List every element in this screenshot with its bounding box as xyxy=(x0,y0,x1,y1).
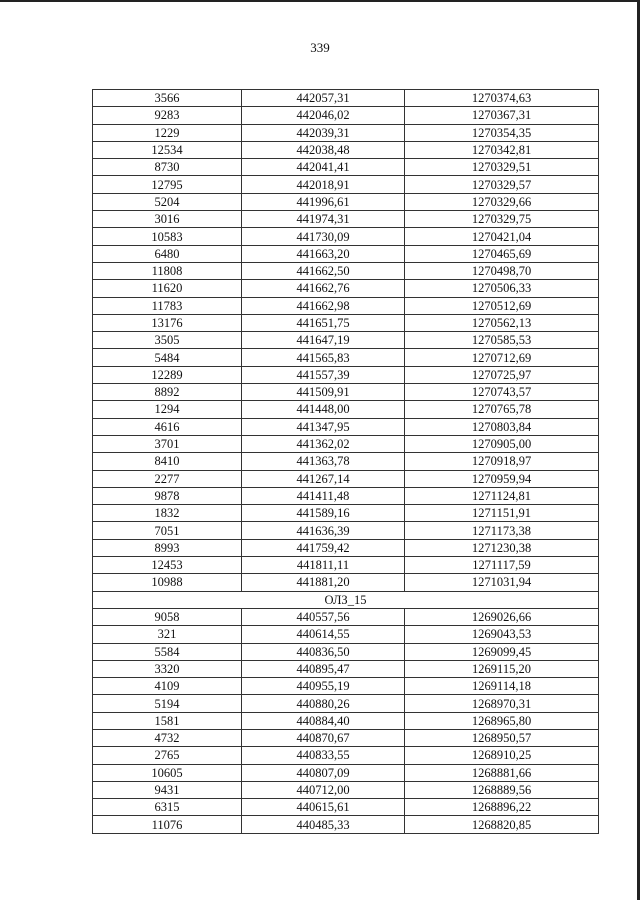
table-row xyxy=(93,574,599,591)
x-coordinate-cell: 441411,48 xyxy=(242,487,405,504)
point-number-cell: 4732 xyxy=(93,729,242,746)
table-row xyxy=(93,522,599,539)
table-row xyxy=(93,245,599,262)
y-coordinate-cell: 1271031,94 xyxy=(405,574,599,591)
x-coordinate-cell: 442041,41 xyxy=(242,159,405,176)
table-row xyxy=(93,712,599,729)
x-coordinate-cell: 441996,61 xyxy=(242,193,405,210)
table-row xyxy=(93,764,599,781)
y-coordinate-cell: 1269114,18 xyxy=(405,678,599,695)
x-coordinate-cell: 442057,31 xyxy=(242,90,405,107)
point-number-cell: 5484 xyxy=(93,349,242,366)
x-coordinate-cell: 441662,76 xyxy=(242,280,405,297)
x-coordinate-cell: 440485,33 xyxy=(242,816,405,833)
y-coordinate-cell: 1270329,51 xyxy=(405,159,599,176)
x-coordinate-cell: 441448,00 xyxy=(242,401,405,418)
table-row xyxy=(93,107,599,124)
point-number-cell: 11783 xyxy=(93,297,242,314)
point-number-cell: 4109 xyxy=(93,678,242,695)
x-coordinate-cell: 442046,02 xyxy=(242,107,405,124)
x-coordinate-cell: 441759,42 xyxy=(242,539,405,556)
x-coordinate-cell: 441663,20 xyxy=(242,245,405,262)
table-row xyxy=(93,332,599,349)
table-row xyxy=(93,695,599,712)
y-coordinate-cell: 1268910,25 xyxy=(405,747,599,764)
x-coordinate-cell: 440955,19 xyxy=(242,678,405,695)
table-row xyxy=(93,557,599,574)
x-coordinate-cell: 441267,14 xyxy=(242,470,405,487)
table-row xyxy=(93,418,599,435)
y-coordinate-cell: 1270506,33 xyxy=(405,280,599,297)
point-number-cell: 5204 xyxy=(93,193,242,210)
point-number-cell: 2277 xyxy=(93,470,242,487)
x-coordinate-cell: 440884,40 xyxy=(242,712,405,729)
y-coordinate-cell: 1269115,20 xyxy=(405,660,599,677)
x-coordinate-cell: 441509,91 xyxy=(242,384,405,401)
point-number-cell: 321 xyxy=(93,626,242,643)
y-coordinate-cell: 1270725,97 xyxy=(405,366,599,383)
point-number-cell: 10605 xyxy=(93,764,242,781)
table-row xyxy=(93,90,599,107)
point-number-cell: 3016 xyxy=(93,211,242,228)
table-row xyxy=(93,401,599,418)
table-row xyxy=(93,505,599,522)
table-row xyxy=(93,678,599,695)
point-number-cell: 8892 xyxy=(93,384,242,401)
x-coordinate-cell: 442039,31 xyxy=(242,124,405,141)
x-coordinate-cell: 442018,91 xyxy=(242,176,405,193)
y-coordinate-cell: 1270803,84 xyxy=(405,418,599,435)
x-coordinate-cell: 441974,31 xyxy=(242,211,405,228)
table-row xyxy=(93,781,599,798)
point-number-cell: 9878 xyxy=(93,487,242,504)
point-number-cell: 8410 xyxy=(93,453,242,470)
x-coordinate-cell: 440615,61 xyxy=(242,799,405,816)
point-number-cell: 1229 xyxy=(93,124,242,141)
point-number-cell: 5194 xyxy=(93,695,242,712)
y-coordinate-cell: 1270374,63 xyxy=(405,90,599,107)
point-number-cell: 9283 xyxy=(93,107,242,124)
x-coordinate-cell: 441651,75 xyxy=(242,314,405,331)
y-coordinate-cell: 1270329,57 xyxy=(405,176,599,193)
x-coordinate-cell: 441662,50 xyxy=(242,262,405,279)
point-number-cell: 12534 xyxy=(93,141,242,158)
point-number-cell: 3701 xyxy=(93,435,242,452)
y-coordinate-cell: 1270498,70 xyxy=(405,262,599,279)
y-coordinate-cell: 1269099,45 xyxy=(405,643,599,660)
y-coordinate-cell: 1270367,31 xyxy=(405,107,599,124)
point-number-cell: 12289 xyxy=(93,366,242,383)
y-coordinate-cell: 1270512,69 xyxy=(405,297,599,314)
x-coordinate-cell: 441636,39 xyxy=(242,522,405,539)
y-coordinate-cell: 1268881,66 xyxy=(405,764,599,781)
table-row xyxy=(93,366,599,383)
table-row xyxy=(93,435,599,452)
y-coordinate-cell: 1271230,38 xyxy=(405,539,599,556)
x-coordinate-cell: 440614,55 xyxy=(242,626,405,643)
table-row xyxy=(93,487,599,504)
y-coordinate-cell: 1270712,69 xyxy=(405,349,599,366)
x-coordinate-cell: 440712,00 xyxy=(242,781,405,798)
point-number-cell: 4616 xyxy=(93,418,242,435)
x-coordinate-cell: 441362,02 xyxy=(242,435,405,452)
y-coordinate-cell: 1270905,00 xyxy=(405,435,599,452)
coordinates-table-body xyxy=(93,90,599,834)
table-row xyxy=(93,159,599,176)
y-coordinate-cell: 1268889,56 xyxy=(405,781,599,798)
page-top-edge xyxy=(0,0,640,2)
x-coordinate-cell: 441730,09 xyxy=(242,228,405,245)
table-row xyxy=(93,539,599,556)
x-coordinate-cell: 441881,20 xyxy=(242,574,405,591)
point-number-cell: 6315 xyxy=(93,799,242,816)
y-coordinate-cell: 1270421,04 xyxy=(405,228,599,245)
point-number-cell: 7051 xyxy=(93,522,242,539)
table-row xyxy=(93,141,599,158)
y-coordinate-cell: 1271124,81 xyxy=(405,487,599,504)
table-row xyxy=(93,453,599,470)
table-row xyxy=(93,384,599,401)
x-coordinate-cell: 440807,09 xyxy=(242,764,405,781)
table-row xyxy=(93,176,599,193)
y-coordinate-cell: 1270585,53 xyxy=(405,332,599,349)
point-number-cell: 11076 xyxy=(93,816,242,833)
page-number: 339 xyxy=(310,40,330,55)
point-number-cell: 6480 xyxy=(93,245,242,262)
table-row xyxy=(93,470,599,487)
x-coordinate-cell: 440870,67 xyxy=(242,729,405,746)
coordinates-table xyxy=(92,89,599,834)
y-coordinate-cell: 1270562,13 xyxy=(405,314,599,331)
y-coordinate-cell: 1270743,57 xyxy=(405,384,599,401)
point-number-cell: 10583 xyxy=(93,228,242,245)
point-number-cell: 8730 xyxy=(93,159,242,176)
point-number-cell: 3320 xyxy=(93,660,242,677)
y-coordinate-cell: 1269026,66 xyxy=(405,608,599,625)
table-row xyxy=(93,643,599,660)
y-coordinate-cell: 1270342,81 xyxy=(405,141,599,158)
x-coordinate-cell: 440557,56 xyxy=(242,608,405,625)
y-coordinate-cell: 1268950,57 xyxy=(405,729,599,746)
x-coordinate-cell: 441647,19 xyxy=(242,332,405,349)
y-coordinate-cell: 1270959,94 xyxy=(405,470,599,487)
table-row xyxy=(93,608,599,625)
table-row xyxy=(93,729,599,746)
point-number-cell: 12795 xyxy=(93,176,242,193)
y-coordinate-cell: 1270354,35 xyxy=(405,124,599,141)
table-row xyxy=(93,747,599,764)
x-coordinate-cell: 441557,39 xyxy=(242,366,405,383)
table-row xyxy=(93,228,599,245)
point-number-cell: 3566 xyxy=(93,90,242,107)
y-coordinate-cell: 1271151,91 xyxy=(405,505,599,522)
table-row xyxy=(93,262,599,279)
table-row xyxy=(93,193,599,210)
y-coordinate-cell: 1270329,75 xyxy=(405,211,599,228)
table-row xyxy=(93,349,599,366)
x-coordinate-cell: 440836,50 xyxy=(242,643,405,660)
x-coordinate-cell: 440895,47 xyxy=(242,660,405,677)
table-row xyxy=(93,297,599,314)
x-coordinate-cell: 440880,26 xyxy=(242,695,405,712)
x-coordinate-cell: 441589,16 xyxy=(242,505,405,522)
point-number-cell: 10988 xyxy=(93,574,242,591)
point-number-cell: 8993 xyxy=(93,539,242,556)
table-row xyxy=(93,799,599,816)
point-number-cell: 1832 xyxy=(93,505,242,522)
x-coordinate-cell: 442038,48 xyxy=(242,141,405,158)
table-row xyxy=(93,660,599,677)
point-number-cell: 1581 xyxy=(93,712,242,729)
y-coordinate-cell: 1270765,78 xyxy=(405,401,599,418)
point-number-cell: 9431 xyxy=(93,781,242,798)
y-coordinate-cell: 1270918,97 xyxy=(405,453,599,470)
point-number-cell: 1294 xyxy=(93,401,242,418)
table-row xyxy=(93,280,599,297)
point-number-cell: 5584 xyxy=(93,643,242,660)
table-row xyxy=(93,211,599,228)
table-row xyxy=(93,314,599,331)
point-number-cell: 9058 xyxy=(93,608,242,625)
table-row xyxy=(93,816,599,833)
y-coordinate-cell: 1271117,59 xyxy=(405,557,599,574)
x-coordinate-cell: 441565,83 xyxy=(242,349,405,366)
y-coordinate-cell: 1271173,38 xyxy=(405,522,599,539)
y-coordinate-cell: 1268970,31 xyxy=(405,695,599,712)
x-coordinate-cell: 440833,55 xyxy=(242,747,405,764)
x-coordinate-cell: 441363,78 xyxy=(242,453,405,470)
y-coordinate-cell: 1270329,66 xyxy=(405,193,599,210)
section-title: ОЛЗ_15 xyxy=(93,591,599,608)
y-coordinate-cell: 1268820,85 xyxy=(405,816,599,833)
y-coordinate-cell: 1268896,22 xyxy=(405,799,599,816)
point-number-cell: 2765 xyxy=(93,747,242,764)
y-coordinate-cell: 1270465,69 xyxy=(405,245,599,262)
table-row xyxy=(93,626,599,643)
point-number-cell: 3505 xyxy=(93,332,242,349)
table-row xyxy=(93,124,599,141)
x-coordinate-cell: 441662,98 xyxy=(242,297,405,314)
x-coordinate-cell: 441811,11 xyxy=(242,557,405,574)
y-coordinate-cell: 1269043,53 xyxy=(405,626,599,643)
section-header-row xyxy=(93,591,599,608)
point-number-cell: 11808 xyxy=(93,262,242,279)
point-number-cell: 12453 xyxy=(93,557,242,574)
x-coordinate-cell: 441347,95 xyxy=(242,418,405,435)
y-coordinate-cell: 1268965,80 xyxy=(405,712,599,729)
point-number-cell: 11620 xyxy=(93,280,242,297)
point-number-cell: 13176 xyxy=(93,314,242,331)
